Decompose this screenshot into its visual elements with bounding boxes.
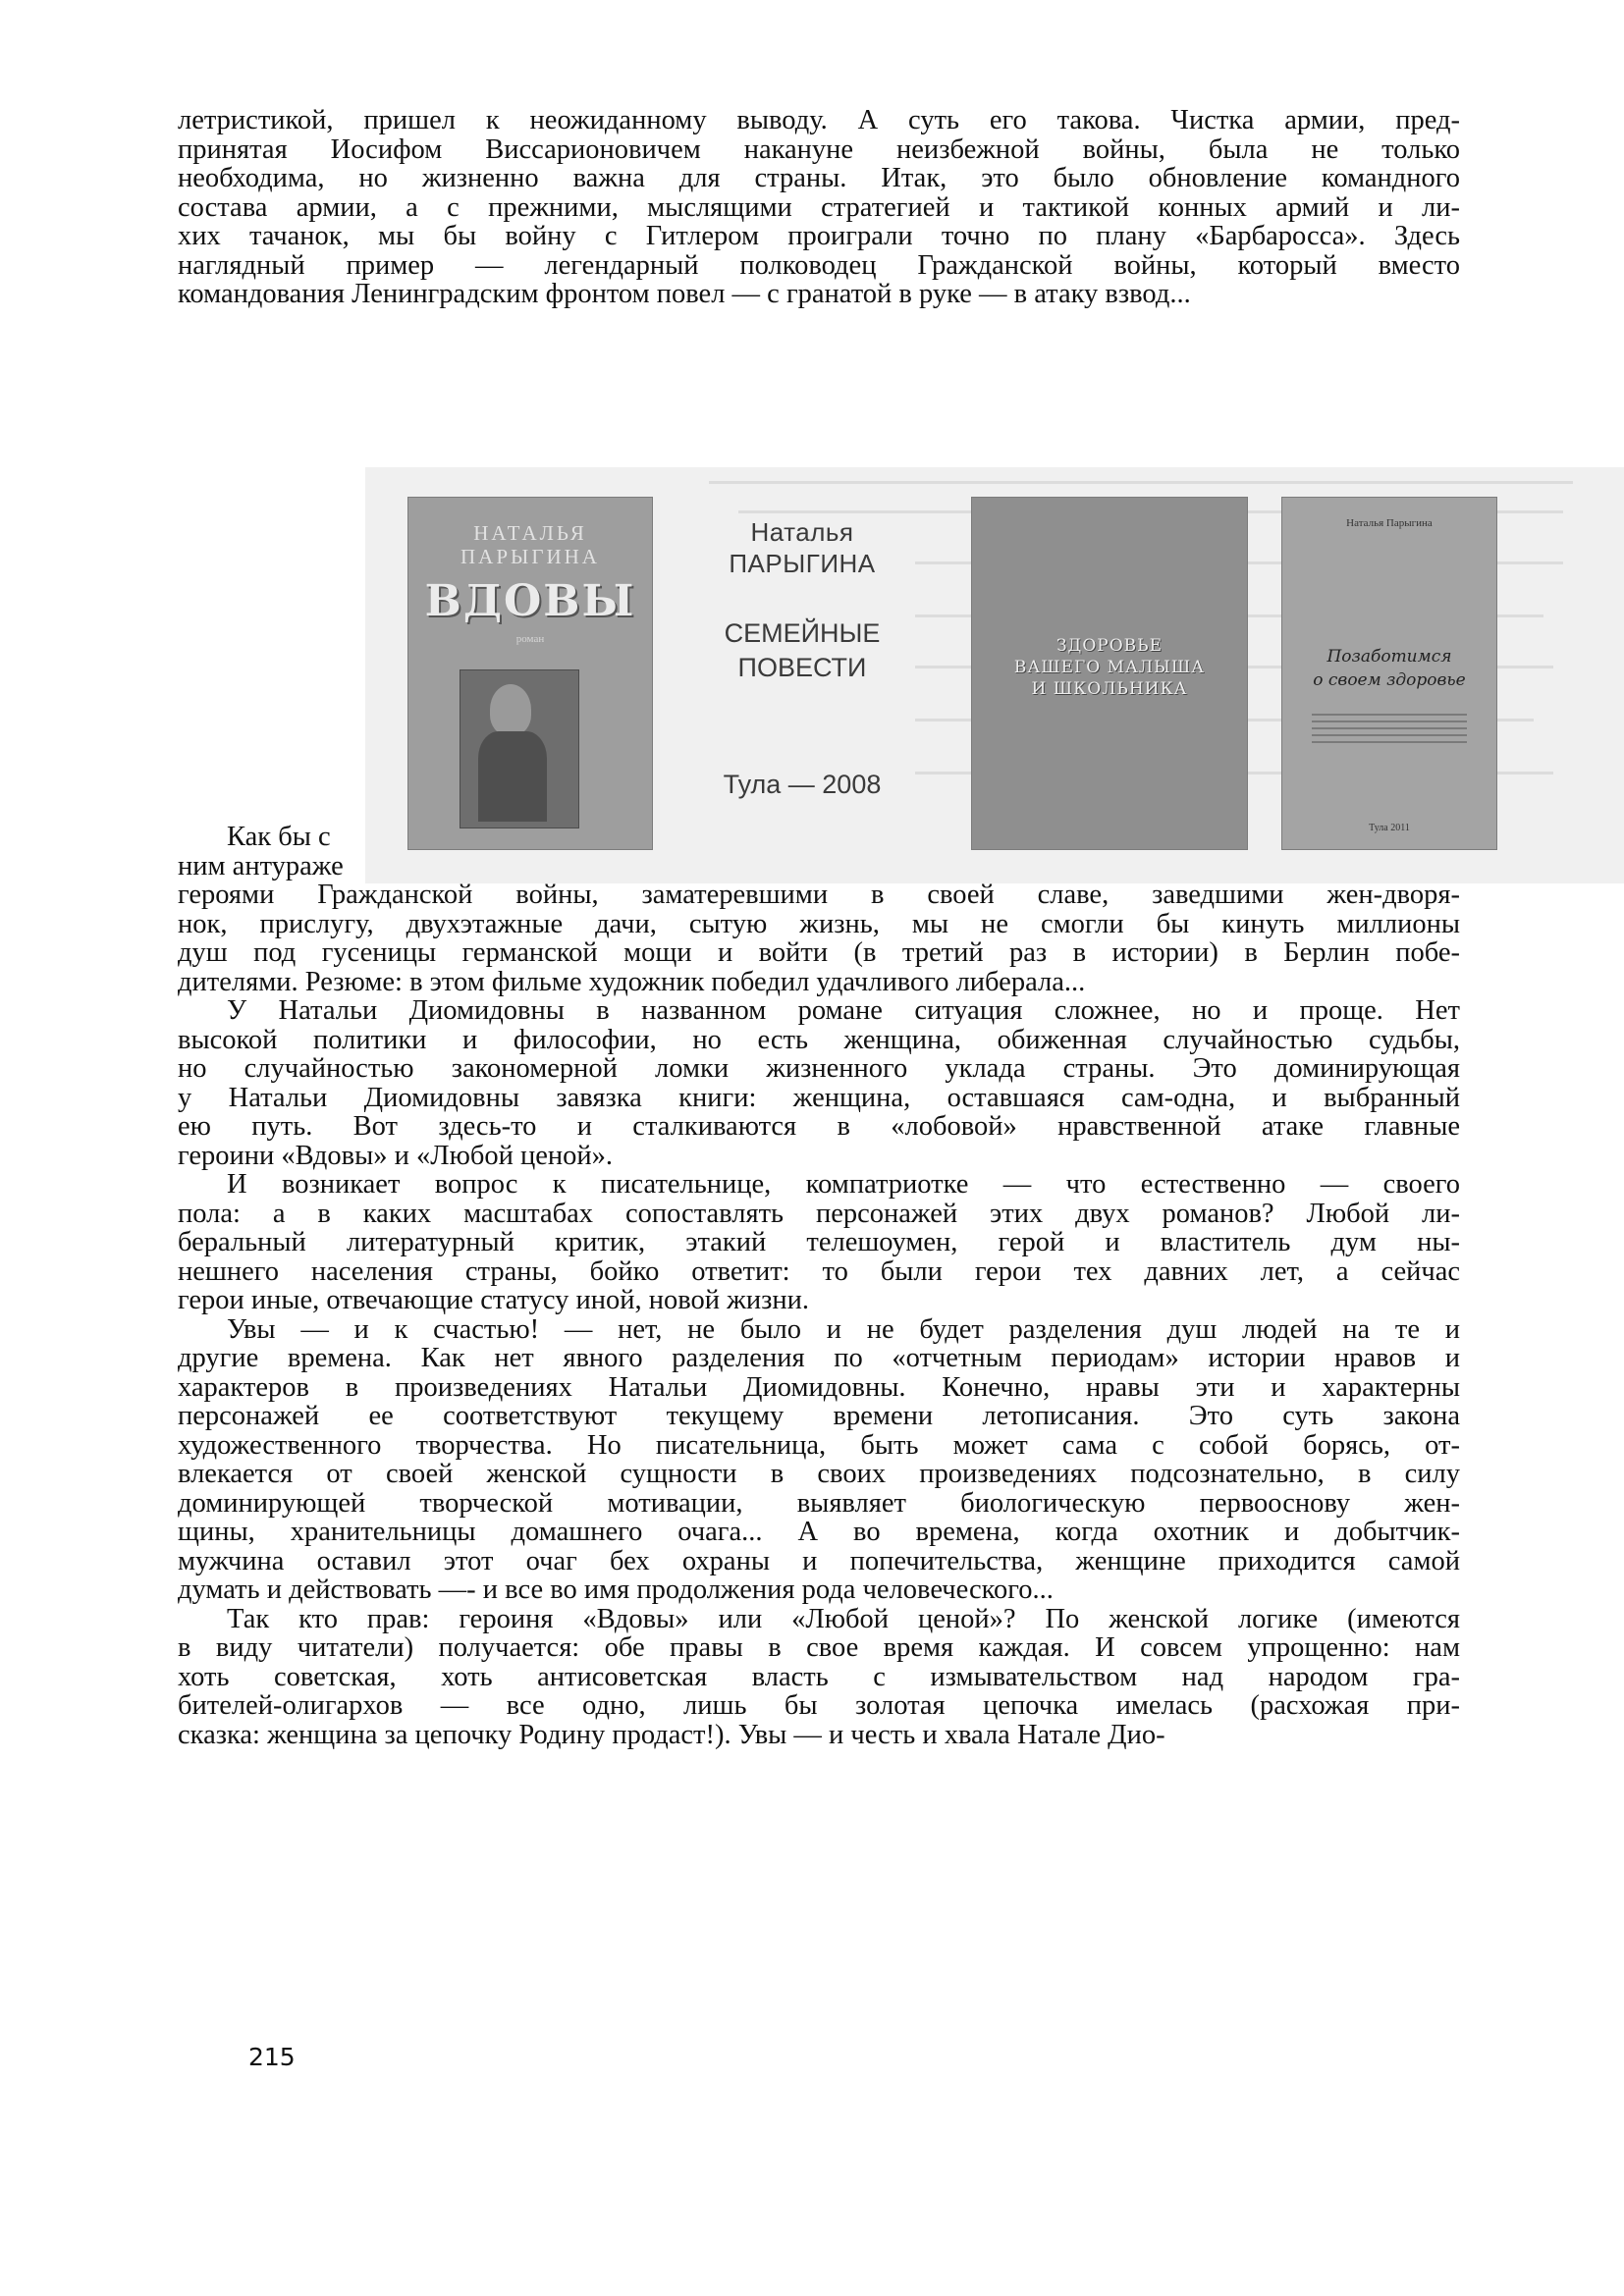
text-line: влекается от своей женской сущности в своих произведениях подсознательно, в силу xyxy=(178,1459,1460,1489)
title-page-semeynye-povesti xyxy=(689,516,915,800)
text-line: другие времена. Как нет явного разделения по «отчетным периодам» истории нравов и xyxy=(178,1343,1460,1373)
text-line: высокой политики и философии, но есть женщина, обиженная случайностью судьбы, xyxy=(178,1024,1460,1055)
text-line: бителей-олигархов — все одно, лишь бы золотая цепочка имелась (расхожая при- xyxy=(178,1690,1460,1721)
text-line: Так кто прав: героиня «Вдовы» или «Любой ценой»? По женской логике (имеются xyxy=(227,1603,1460,1634)
cover-illustration xyxy=(460,669,579,828)
book-cover-pozabotimsya xyxy=(1281,497,1497,850)
text-line: сказка: женщина за цепочку Родину продаст!). Увы — и честь и хвала Натале Дио- xyxy=(178,1719,1165,1750)
text-line: пола: а в каких масштабах сопоставлять персонажей этих двух романов? Любой ли- xyxy=(178,1198,1460,1229)
text-line: Увы — и к счастью! — нет, не было и не будет разделения душ людей на те и xyxy=(227,1313,1460,1345)
text-line: нешнего населения страны, бойко ответит: то были герои тех давних лет, а сейчас xyxy=(178,1255,1460,1287)
text-line: героями Гражданской войны, заматеревшими в своей славе, заведшими жен-дворя- xyxy=(178,880,1460,910)
text-line: художественного творчества. Но писательница, быть может сама с собой борясь, от- xyxy=(178,1429,1460,1461)
book-cover-vdovy xyxy=(407,497,653,850)
text-line: душ под гусеницы германской мощи и войти (в третий раз в истории) в Берлин побе- xyxy=(178,937,1460,968)
paragraph-body xyxy=(178,881,1460,1749)
title-page-author: Наталья ПАРЫГИНА xyxy=(729,517,876,578)
text-line: состава армии, а с прежними, мыслящими стратегией и тактикой конных армий и ли- xyxy=(178,191,1460,223)
text-line: думать и действовать —- и все во имя продолжения рода человеческого... xyxy=(178,1575,1054,1605)
text-line: принятая Иосифом Виссарионовичем накануне неизбежной войны, была не только xyxy=(178,133,1460,165)
cover-author-small: Наталья Парыгина xyxy=(1346,517,1433,529)
text-line: характеров в произведениях Натальи Диомидовны. Конечно, нравы эти и характерны xyxy=(178,1371,1460,1403)
book-covers-insert xyxy=(365,467,1624,883)
text-line: ним антураже xyxy=(178,850,344,881)
text-line: летристикой, пришел к неожиданному выводу. А суть его такова. Чистка армии, пред- xyxy=(178,105,1460,135)
text-line: персонажей ее соответствуют текущему времени летописания. Это суть закона xyxy=(178,1401,1460,1431)
text-line: хоть советская, хоть антисоветская власть с измывательством над народом гра- xyxy=(178,1661,1460,1692)
paragraph-top xyxy=(178,106,1460,309)
text-line: наглядный пример — легендарный полководец Гражданской войны, который вместо xyxy=(178,249,1460,281)
text-line: нок, прислугу, двухэтажные дачи, сытую жизнь, мы не смогли бы кинуть миллионы xyxy=(178,908,1460,939)
text-line: героини «Вдовы» и «Любой ценой». xyxy=(178,1140,614,1171)
bleed-through-line xyxy=(709,481,1573,484)
page-number: 215 xyxy=(248,2043,296,2071)
text-line: хих тачанок, мы бы войну с Гитлером проиграли точно по плану «Барбаросса». Здесь xyxy=(178,221,1460,251)
book-cover-zdorovie xyxy=(971,497,1248,850)
cover-small-print xyxy=(1312,714,1467,747)
cover-foot: Тула 2011 xyxy=(1369,823,1410,833)
text-line: герои иные, отвечающие статусу иной, новой жизни. xyxy=(178,1285,810,1315)
cover-title: Позаботимся о своем здоровье xyxy=(1313,647,1466,690)
text-line: И возникает вопрос к писательнице, компатриотке — что естественно — своего xyxy=(227,1169,1460,1200)
cover-subtitle: роман xyxy=(515,633,545,645)
text-line: необходима, но жизненно важна для страны. Итак, это было обновление командного xyxy=(178,163,1460,193)
title-page-place-year: Тула — 2008 xyxy=(723,770,882,799)
text-line: щины, хранительницы домашнего очага... А во времена, когда охотник и добытчик- xyxy=(178,1517,1460,1547)
text-line: мужчина оставил этот очаг бех охраны и попечительства, женщине приходится самой xyxy=(178,1545,1460,1576)
text-line: дителями. Резюме: в этом фильме художник победил удачливого либерала... xyxy=(178,966,1086,997)
cover-title: ЗДОРОВЬЕ ВАШЕГО МАЛЫША И ШКОЛЬНИКА xyxy=(1013,636,1206,699)
text-line: у Натальи Диомидовны завязка книги: женщина, оставшаяся сам-одна, и выбранный xyxy=(178,1082,1460,1113)
cover-author: НАТАЛЬЯ ПАРЫГИНА xyxy=(460,521,600,568)
text-line: У Натальи Диомидовны в названном романе ситуация сложнее, но и проще. Нет xyxy=(227,995,1460,1026)
text-line: доминирующей творческой мотивации, выявляет биологическую первооснову жен- xyxy=(178,1487,1460,1519)
text-line: ею путь. Вот здесь-то и сталкиваются в «лобовой» нравственной атаке главные xyxy=(178,1111,1460,1142)
text-line: но случайностью закономерной ломки жизненного уклада страны. Это доминирующая xyxy=(178,1053,1460,1084)
cover-title: ВДОВЫ xyxy=(424,576,636,626)
text-line: беральный литературный критик, этакий телешоумен, герой и властитель дум ны- xyxy=(178,1227,1460,1257)
text-line: командования Ленинградским фронтом повел — с гранатой в руке — в атаку взвод... xyxy=(178,279,1191,309)
text-line: Как бы с xyxy=(227,822,331,852)
title-page-title: СЕМЕЙНЫЕ ПОВЕСТИ xyxy=(724,618,881,682)
text-line: в виду читатели) получается: обе правы в свое время каждая. И совсем упрощенно: нам xyxy=(178,1632,1460,1663)
